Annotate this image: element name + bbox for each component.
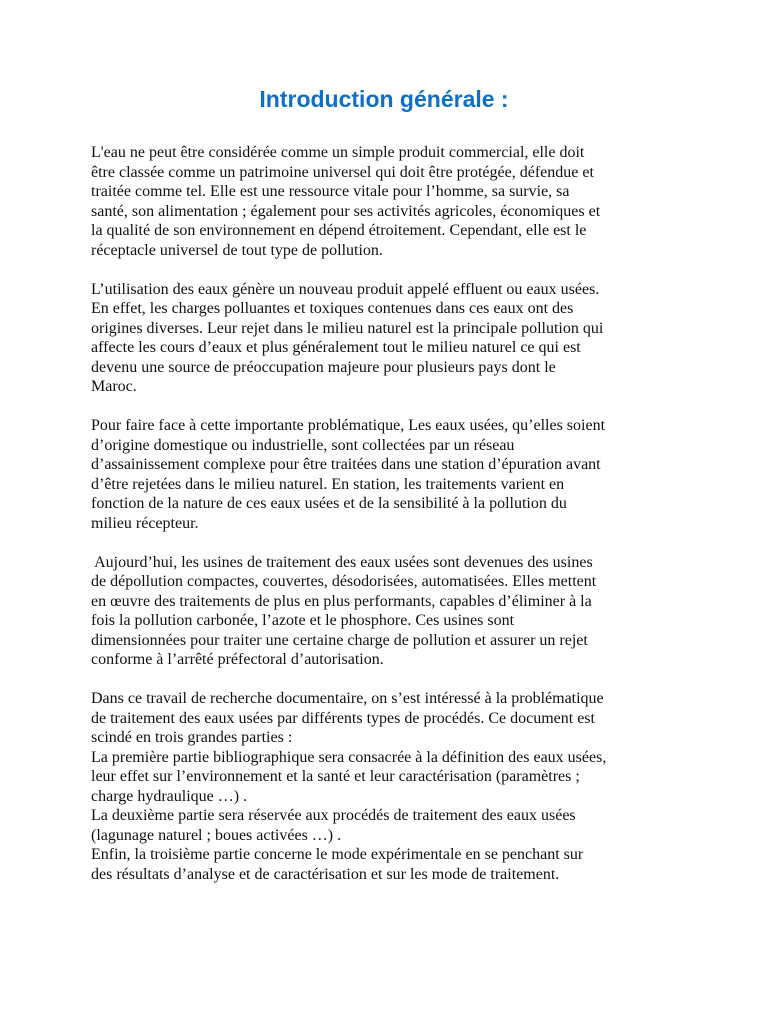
text-line: en œuvre des traitements de plus en plus performants, capables d’éliminer à la (91, 592, 592, 610)
text-line: milieu récepteur. (91, 514, 199, 532)
text-line: L'eau ne peut être considérée comme un simple produit commercial, elle doit (91, 144, 585, 161)
text-line: La première partie bibliographique sera consacrée à la définition des eaux usées, (91, 748, 607, 766)
text-line: La deuxième partie sera réservée aux procédés de traitement des eaux usées (91, 807, 576, 824)
paragraph-2 (91, 280, 691, 397)
text-line: d’origine domestique ou industrielle, sont collectées par un réseau (91, 436, 515, 454)
text-line: origines diverses. Leur rejet dans le milieu naturel est la principale pollution qui (91, 319, 604, 337)
paragraph-5 (91, 689, 691, 884)
text-line: Enfin, la troisième partie concerne le mode expérimentale en se penchant sur (91, 846, 584, 863)
text-line: conforme à l’arrêté préfectoral d’autorisation. (91, 651, 384, 668)
text-line: fonction de la nature de ces eaux usées et de la sensibilité à la pollution du (91, 495, 567, 512)
text-line: devenu une source de préoccupation majeure pour plusieurs pays dont le (91, 358, 556, 376)
text-line: leur effet sur l’environnement et la santé et leur caractérisation (paramètres ; (91, 768, 580, 785)
text-line: traitée comme tel. Elle est une ressource vitale pour l’homme, sa survie, sa (91, 183, 570, 200)
text-line: santé, son alimentation ; également pour ses activités agricoles, économiques et (91, 202, 601, 220)
text-line: fois la pollution carbonée, l’azote et le phosphore. Ces usines sont (91, 612, 515, 629)
text-line: scindé en trois grandes parties : (91, 729, 293, 746)
text-line: Maroc. (91, 378, 137, 395)
text-line: de traitement des eaux usées par différents types de procédés. Ce document est (91, 709, 595, 727)
text-line: dimensionnées pour traiter une certaine charge de pollution et assurer un rejet (91, 631, 588, 649)
text-line: d’assainissement complexe pour être traitées dans une station d’épuration avant (91, 456, 601, 473)
text-line: L’utilisation des eaux génère un nouveau produit appelé effluent ou eaux usées. (91, 280, 600, 298)
text-line: être classée comme un patrimoine universel qui doit être protégée, défendue et (91, 163, 594, 181)
paragraph-3 (91, 416, 691, 533)
text-line: En effet, les charges polluantes et toxiques contenues dans ces eaux ont des (91, 300, 574, 317)
text-line: charge hydraulique …) . (91, 787, 248, 805)
paragraph-4 (91, 553, 691, 670)
text-line: (lagunage naturel ; boues activées …) . (91, 826, 342, 844)
text-line: réceptacle universel de tout type de pollution. (91, 241, 383, 259)
page-title: Introduction générale : (259, 86, 509, 112)
text-line: Aujourd’hui, les usines de traitement des eaux usées sont devenues des usines (91, 553, 593, 571)
paragraph-1 (91, 143, 691, 260)
document-body (91, 143, 691, 884)
text-line: la qualité de son environnement en dépend étroitement. Cependant, elle est le (91, 222, 587, 239)
text-line: d’être rejetées dans le milieu naturel. En station, les traitements varient en (91, 475, 565, 493)
text-line: des résultats d’analyse et de caractérisation et sur les mode de traitement. (91, 865, 560, 883)
text-line: Dans ce travail de recherche documentaire, on s’est intéressé à la problématique (91, 690, 604, 707)
text-line: affecte les cours d’eaux et plus généralement tout le milieu naturel ce qui est (91, 339, 581, 356)
text-line: Pour faire face à cette importante problématique, Les eaux usées, qu’elles soient (91, 417, 606, 434)
text-line: de dépollution compactes, couvertes, désodorisées, automatisées. Elles mettent (91, 573, 597, 590)
